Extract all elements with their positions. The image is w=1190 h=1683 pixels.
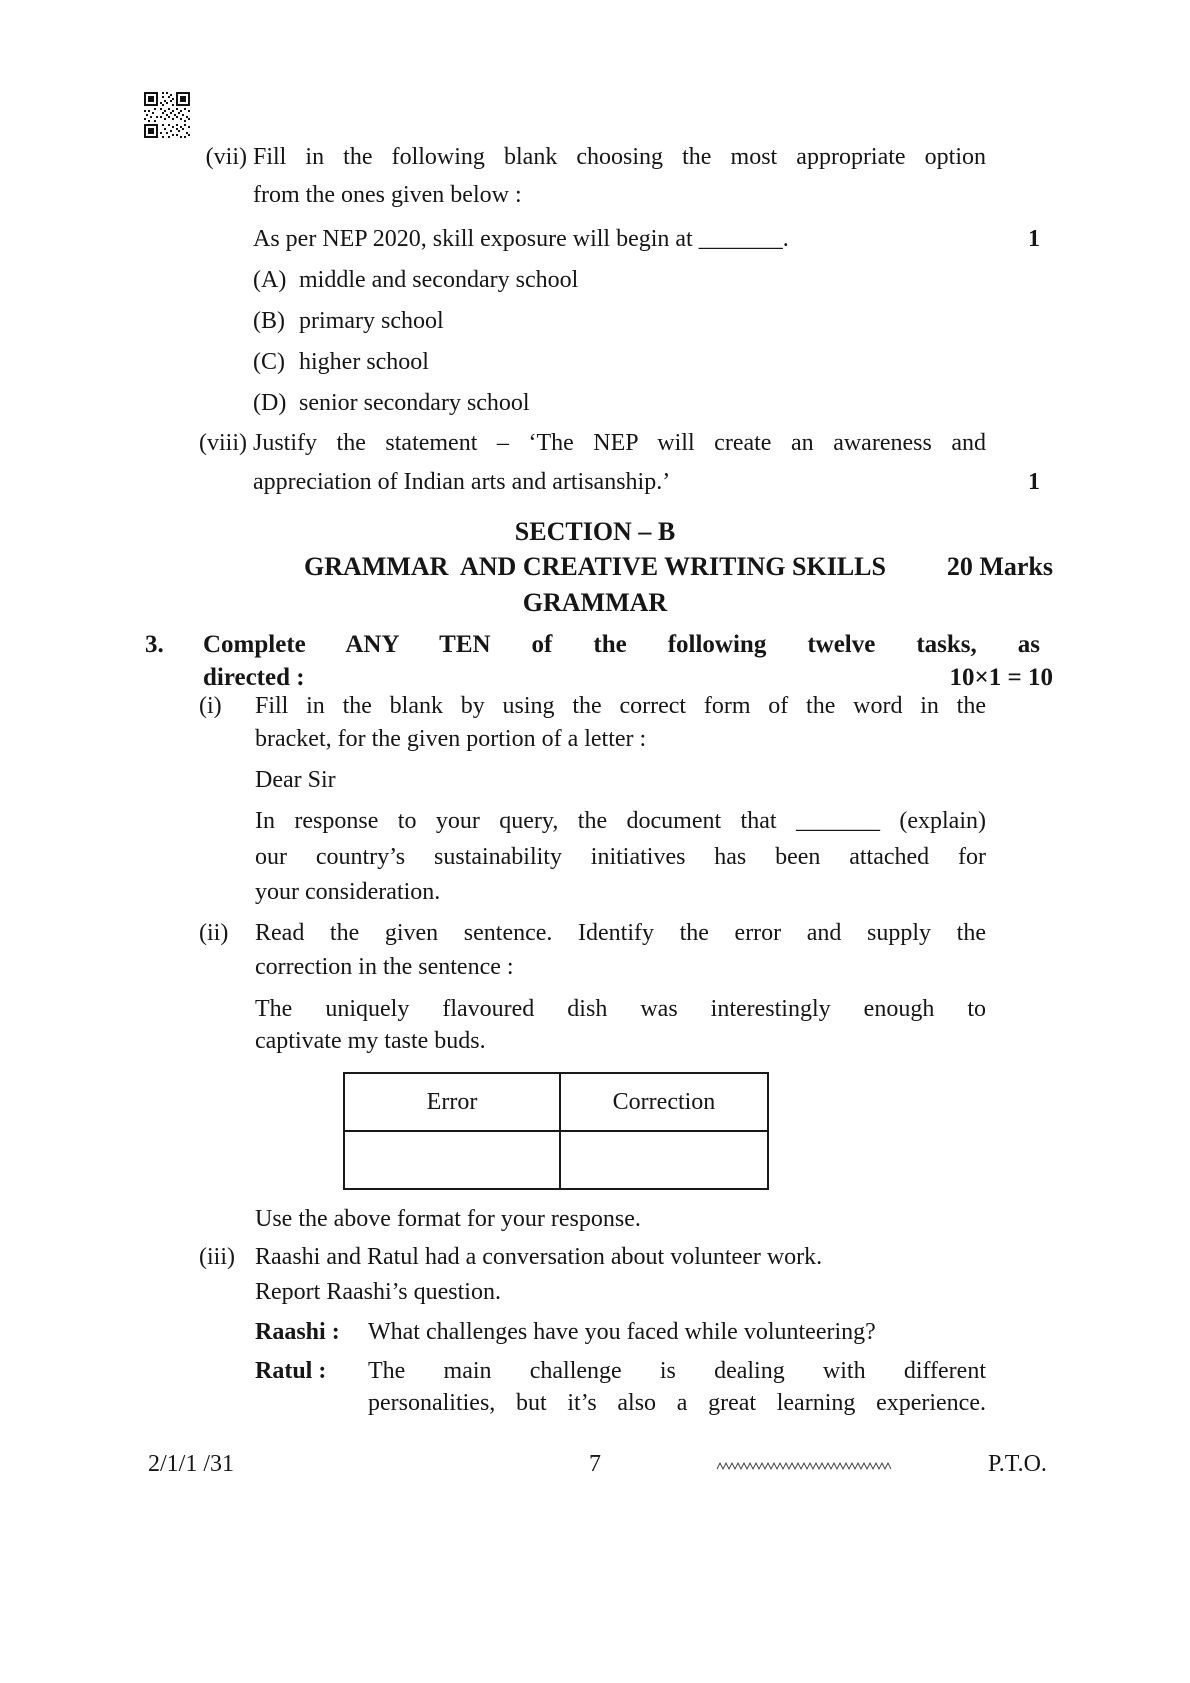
sub-question-ii-line-1: Read the given sentence. Identify the error and supply the — [255, 920, 986, 946]
question-viii-line-2: appreciation of Indian arts and artisanship.’ — [253, 469, 671, 495]
question-viii-marks: 1 — [1028, 469, 1040, 495]
letter-line-2: our country’s sustainability initiatives has been attached for — [255, 844, 986, 870]
table-header-error: Error — [345, 1074, 561, 1130]
sub-question-ii-line-2: correction in the sentence : — [255, 954, 514, 980]
question-3-number: 3. — [145, 631, 164, 658]
table-header-row — [345, 1074, 767, 1132]
error-correction-table — [343, 1072, 769, 1190]
question-vii-line-1: Fill in the following blank choosing the most appropriate option — [253, 144, 986, 170]
question-vii-label: (vii) — [205, 144, 247, 170]
option-c-text: higher school — [299, 349, 429, 375]
sentence-line-2: captivate my taste buds. — [255, 1028, 486, 1054]
question-3-marks: 10×1 = 10 — [949, 664, 1053, 691]
option-a-label: (A) — [253, 267, 287, 293]
option-b-text: primary school — [299, 308, 444, 334]
option-d-label: (D) — [253, 390, 287, 416]
letter-salutation: Dear Sir — [255, 767, 336, 793]
option-a-text: middle and secondary school — [299, 267, 579, 293]
letter-line-3: your consideration. — [255, 879, 441, 905]
option-d-text: senior secondary school — [299, 390, 530, 416]
section-marks: 20 Marks — [946, 552, 1053, 581]
speaker-name-raashi: Raashi : — [255, 1319, 340, 1345]
sub-question-iii-line-1: Raashi and Ratul had a conversation about volunteer work. — [255, 1244, 823, 1270]
sub-question-i-label: (i) — [199, 693, 222, 719]
footer-paper-code: 2/1/1 /31 — [148, 1451, 235, 1477]
section-subtitle: GRAMMAR AND CREATIVE WRITING SKILLS — [304, 552, 886, 581]
grammar-heading: GRAMMAR — [522, 588, 668, 617]
speaker-name-ratul: Ratul : — [255, 1358, 327, 1384]
section-title: SECTION – B — [514, 517, 676, 546]
table-header-correction: Correction — [612, 1088, 716, 1115]
question-viii-line-1: Justify the statement – ‘The NEP will create an awareness and — [253, 430, 986, 456]
squiggle-mark — [716, 1459, 892, 1473]
question-3-line-2: directed : — [203, 664, 305, 691]
format-note: Use the above format for your response. — [255, 1206, 641, 1232]
question-vii-marks: 1 — [1028, 226, 1040, 252]
table-cell-error-empty — [345, 1132, 561, 1188]
sub-question-iii-line-2: Report Raashi’s question. — [255, 1279, 501, 1305]
question-viii-label: (viii) — [199, 430, 247, 456]
qr-code — [144, 92, 190, 138]
dialogue-ratul-line-1: The main challenge is dealing with different — [368, 1358, 986, 1384]
table-cell-correction-empty — [561, 1132, 767, 1188]
dialogue-ratul-line-2: personalities, but it’s also a great learning experience. — [368, 1390, 986, 1416]
letter-line-1: In response to your query, the document that _______ (explain) — [255, 808, 986, 834]
option-b-label: (B) — [253, 308, 285, 334]
pto-label: P.T.O. — [988, 1451, 1047, 1477]
table-body-row — [345, 1132, 767, 1188]
option-c-label: (C) — [253, 349, 285, 375]
question-3-line-1: Complete ANY TEN of the following twelve tasks, as — [203, 631, 1040, 658]
sub-question-i-line-1: Fill in the blank by using the correct form of the word in the — [255, 693, 986, 719]
dialogue-raashi-line: What challenges have you faced while volunteering? — [368, 1319, 876, 1345]
question-vii-stem: As per NEP 2020, skill exposure will begin at _______. — [253, 226, 789, 252]
sub-question-ii-label: (ii) — [199, 920, 229, 946]
question-vii-line-2: from the ones given below : — [253, 182, 522, 208]
sub-question-iii-label: (iii) — [199, 1244, 235, 1270]
sub-question-i-line-2: bracket, for the given portion of a letter : — [255, 726, 647, 752]
sentence-line-1: The uniquely flavoured dish was interestingly enough to — [255, 996, 986, 1022]
page-number: 7 — [589, 1451, 601, 1477]
